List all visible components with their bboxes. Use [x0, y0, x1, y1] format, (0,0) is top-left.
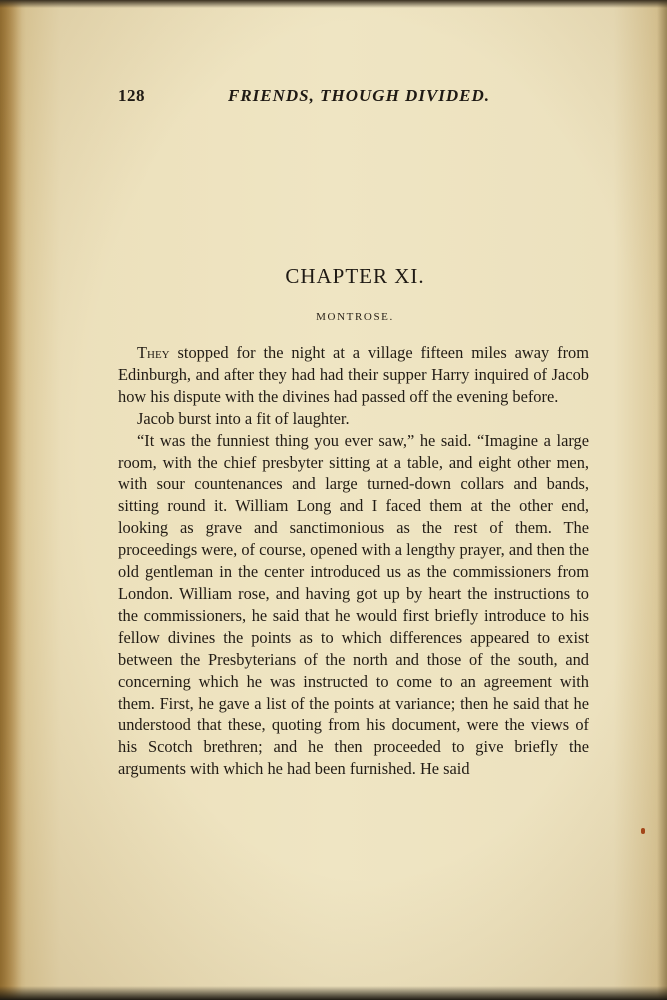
chapter-title: CHAPTER XI. — [285, 264, 425, 288]
chapter-subtitle: MONTROSE. — [316, 311, 394, 323]
book-title: FRIENDS, THOUGH DIVIDED. — [228, 86, 491, 105]
paper-stain — [641, 828, 645, 834]
paragraph — [118, 342, 589, 408]
paragraph-text: “It was the funniest thing you ever saw,” he said. “Imagine a large room, with the chief presbyter sitting at a table, and eight other men, with sour countenances and large turned-down collars and bands, sitting round it. William Long and I faced them at the other end, looking as grave and sanctimonious as the rest of them. The proceedings were, of course, opened with a lengthy prayer, and then the old gentleman in the center introduced us as the commissioners from London. William rose, and having got up by heart the instructions to the commissioners, he said that he would first briefly introduce to his fellow divines the points as to which differences appeared to exist between the Presbyterians of the north and those of the south, and concerning which he was instructed to come to an agreement with them. First, he gave a list of the points at variance; then he said that he understood that these, quoting from his document, were the views of his Scotch brethren; and he then proceeded to give briefly the arguments with which he had been furnished. He said — [118, 430, 589, 779]
page-number: 128 — [118, 86, 145, 105]
running-head — [118, 86, 593, 110]
spine-shadow — [0, 0, 26, 1000]
paragraph — [118, 430, 589, 781]
paragraph-lead-word: They — [137, 343, 170, 362]
body-text — [118, 342, 589, 780]
page-edge-bottom — [0, 986, 667, 1000]
page-edge-right — [657, 0, 667, 1000]
paragraph-text: Jacob burst into a fit of laughter. — [137, 408, 350, 428]
paragraph-text: stopped for the night at a village fifteen miles away from Edinburgh, and after they had had their supper Harry inquired of Jacob how his dispute with the divines had passed off the evening before. — [118, 343, 589, 406]
page-edge-top — [0, 0, 667, 8]
paragraph — [118, 408, 589, 430]
